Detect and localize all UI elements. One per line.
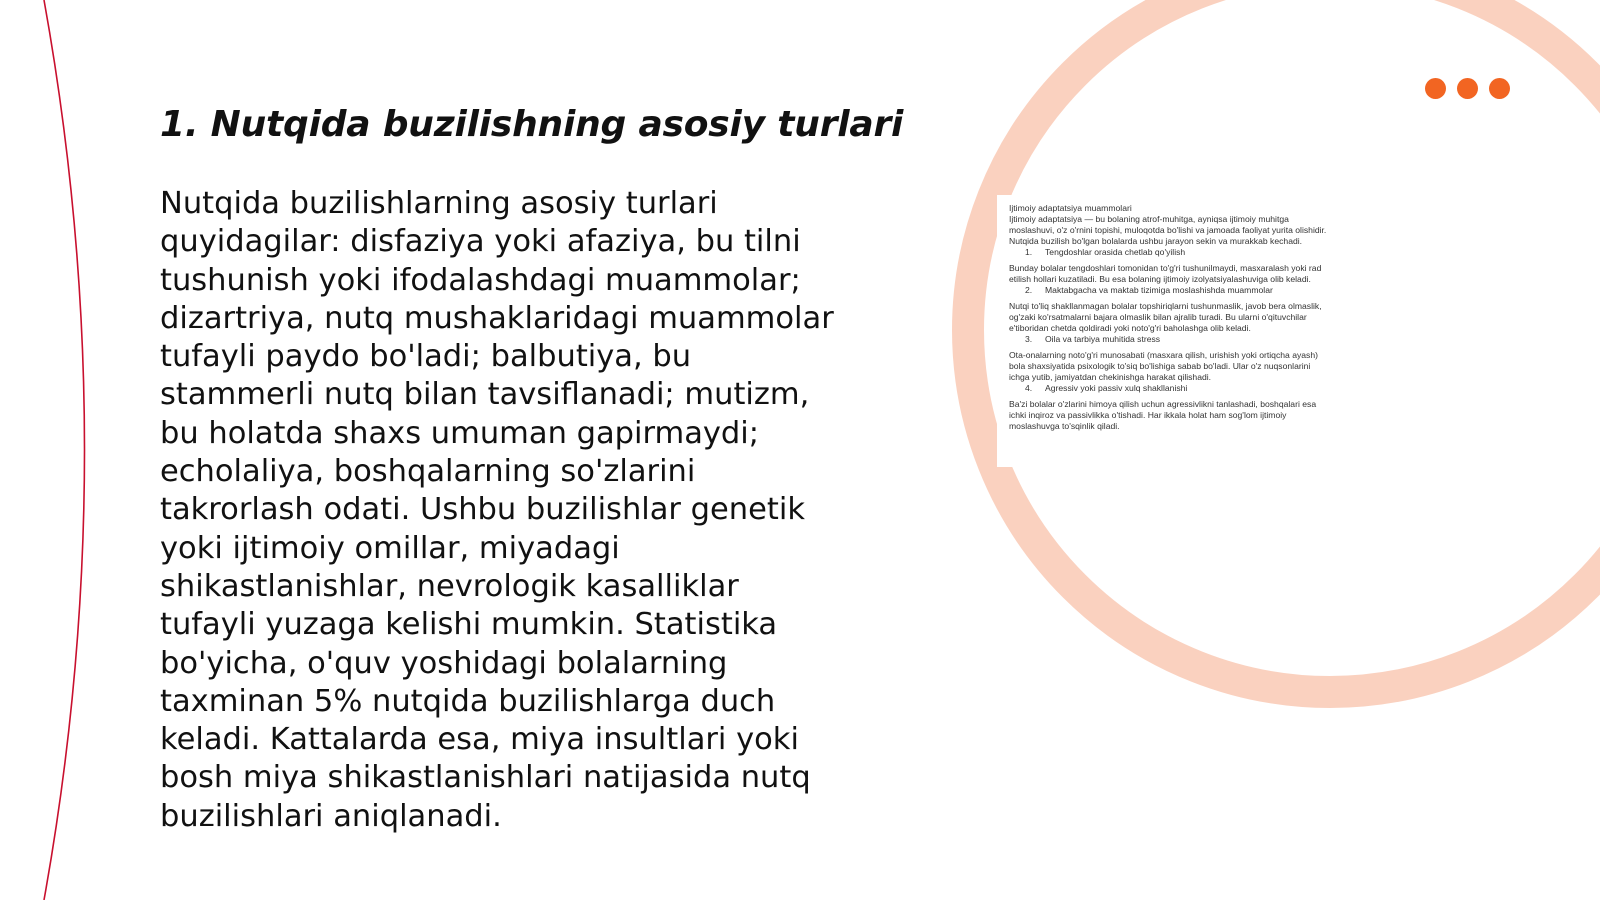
doc-list-item-title xyxy=(1009,334,1395,345)
more-dots-icon xyxy=(1425,78,1510,99)
doc-list-number: 1. xyxy=(1025,247,1033,257)
doc-intro-line: moslashuvi, o'z o'rnini topishi, muloqotda bo'lishi va jamoada faoliyat yurita olishidir. xyxy=(1009,225,1327,235)
doc-list-title: Agressiv yoki passiv xulq shakllanishi xyxy=(1045,383,1188,393)
doc-list-number: 3. xyxy=(1025,334,1033,344)
doc-list-title: Tengdoshlar orasida chetlab qo'yilish xyxy=(1045,247,1186,257)
doc-paragraph-line: etilish hollari kuzatiladi. Bu esa bolaning ijtimoiy izolyatsiyalashuviga olib keladi. xyxy=(1009,274,1311,284)
doc-paragraph-line: ichki inqiroz va passivlikka o'tishadi. Har ikkala holat ham sog'lom ijtimoiy xyxy=(1009,410,1287,420)
document-image xyxy=(997,195,1407,467)
doc-heading: Ijtimoiy adaptatsiya muammolari xyxy=(1009,203,1132,213)
doc-list-item-title xyxy=(1009,247,1395,258)
doc-list-item-title xyxy=(1009,383,1395,394)
doc-paragraph-line: Bunday bolalar tengdoshlari tomonidan to'g'ri tushunilmaydi, masxaralash yoki rad xyxy=(1009,263,1322,273)
doc-paragraph-line: moslashuvga to'sqinlik qiladi. xyxy=(1009,421,1120,431)
doc-paragraph-line: bola shaxsiyatida psixologik to'siq bo'lishiga sabab bo'ladi. Ular o'z nuqsonlarini xyxy=(1009,361,1311,371)
doc-list-title: Oila va tarbiya muhitida stress xyxy=(1045,334,1161,344)
dot-2 xyxy=(1457,78,1478,99)
doc-paragraph-line: ichga yutib, jamiyatdan chekinishga harakat qilishadi. xyxy=(1009,372,1212,382)
doc-paragraph-line: og'zaki ko'rsatmalarni bajara olmaslik bilan ajralib turadi. Bu ularni o'qituvchilar xyxy=(1009,312,1307,322)
doc-paragraph-line: Ota-onalarning noto'g'ri munosabati (masxara qilish, urishish yoki ortiqcha ayash) xyxy=(1009,350,1318,360)
doc-list-item-title xyxy=(1009,285,1395,296)
doc-intro-line: Ijtimoiy adaptatsiya — bu bolaning atrof-muhitga, ayniqsa ijtimoiy muhitga xyxy=(1009,214,1289,224)
dot-3 xyxy=(1489,78,1510,99)
doc-list-number: 2. xyxy=(1025,285,1033,295)
slide-title: 1. Nutqida buzilishning asosiy turlari xyxy=(160,104,904,145)
doc-paragraph-line: Ba'zi bolalar o'zlarini himoya qilish uchun agressivlikni tanlashadi, boshqalari esa xyxy=(1009,399,1317,409)
doc-intro-line: Nutqida buzilish bo'lgan bolalarda ushbu jarayon sekin va murakkab kechadi. xyxy=(1009,236,1303,246)
slide-body-text: Nutqida buzilishlarning asosiy turlari quyidagilar: disfaziya yoki afaziya, bu tilni tushunish yoki ifodalashdagi muammolar; dizartriya, nutq mushaklaridagi muammolar tufayli paydo bo'ladi; balbutiya, bu stammerli nutq bilan tavsiflanadi; mutizm, bu holatda shaxs umuman gapirmaydi; echolaliya, boshqalarning so'zlarini takrorlash odati. Ushbu buzilishlar genetik yoki ijtimoiy omillar, miyadagi shikastlanishlar, nevrologik kasalliklar tufayli yuzaga kelishi mumkin. Statistika bo'yicha, o'quv yoshidagi bolalarning taxminan 5% nutqida buzilishlarga duch keladi. Kattalarda esa, miya insultlari yoki bosh miya shikastlanishlari natijasida nutq buzilishlari aniqlanadi. xyxy=(160,186,834,834)
doc-paragraph-line: e'tiboridan chetda qoldiradi yoki noto'g'ri baholashga olib keladi. xyxy=(1009,323,1251,333)
doc-list-title: Maktabgacha va maktab tizimiga moslashishda muammolar xyxy=(1045,285,1273,295)
doc-list-number: 4. xyxy=(1025,383,1033,393)
doc-paragraph-line: Nutqi to'liq shakllanmagan bolalar topshiriqlarni tushunmaslik, javob bera olmaslik, xyxy=(1009,301,1322,311)
dot-1 xyxy=(1425,78,1446,99)
